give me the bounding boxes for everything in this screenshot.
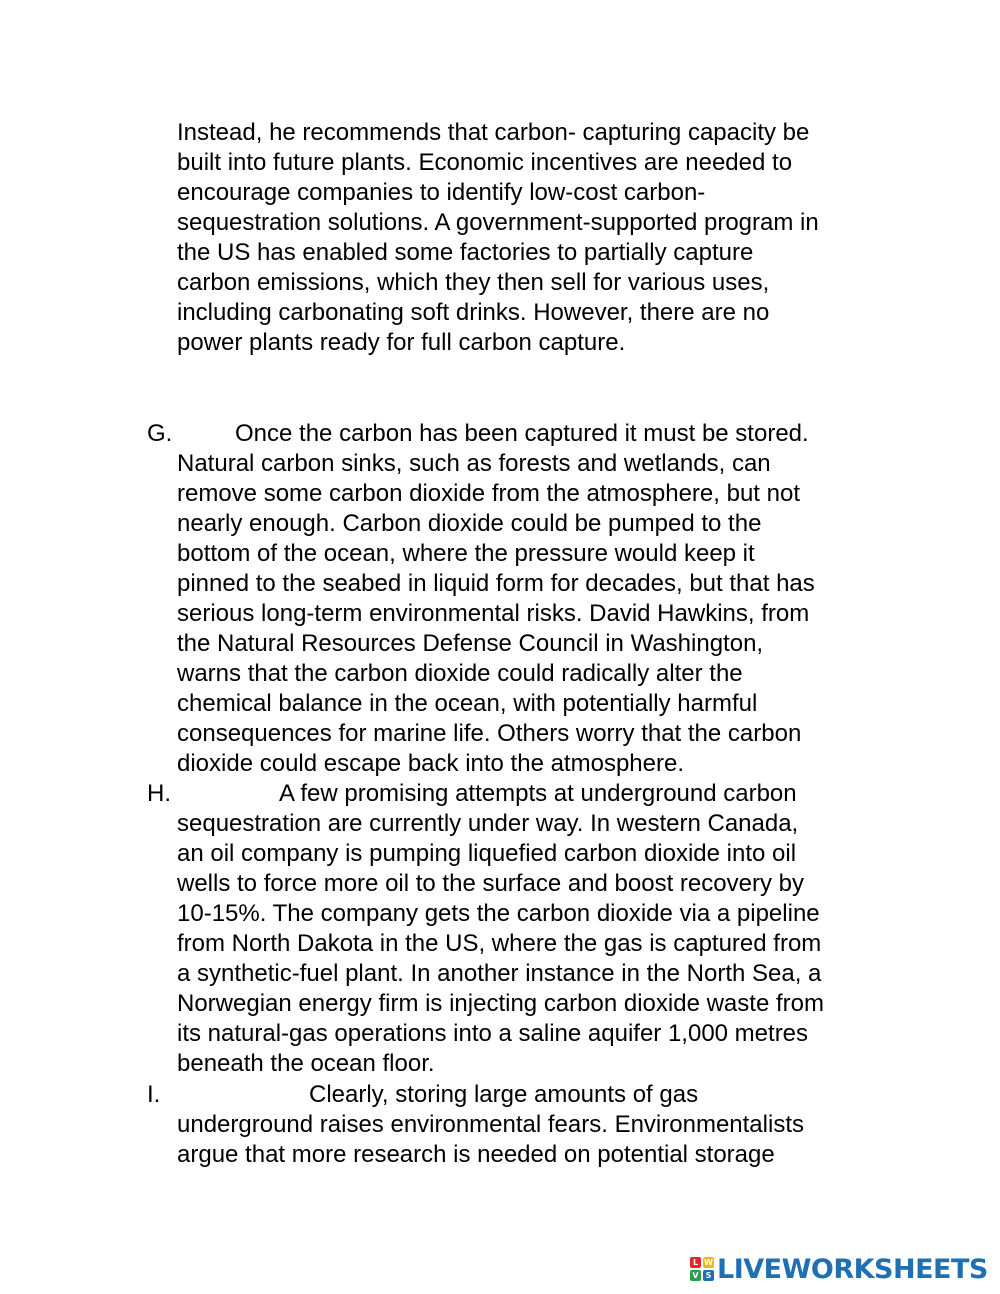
- logo-cell: V: [690, 1270, 701, 1281]
- text-line: pinned to the seabed in liquid form for decades, but that has: [177, 570, 815, 597]
- text-line: Instead, he recommends that carbon- capturing capacity be: [177, 119, 810, 146]
- text-line: warns that the carbon dioxide could radically alter the: [177, 660, 743, 687]
- logo-text: LIVEWORKSHEETS: [717, 1253, 988, 1285]
- paragraph-first-line: A few promising attempts at underground carbon: [279, 780, 797, 807]
- text-line: the Natural Resources Defense Council in Washington,: [177, 630, 764, 657]
- text-line: beneath the ocean floor.: [177, 1050, 435, 1077]
- text-line: encourage companies to identify low-cost carbon-: [177, 179, 706, 206]
- text-line: from North Dakota in the US, where the gas is captured from: [177, 930, 822, 957]
- text-line: Natural carbon sinks, such as forests and wetlands, can: [177, 450, 771, 477]
- logo-mark-icon: [690, 1257, 714, 1281]
- paragraph-first-line: Clearly, storing large amounts of gas: [309, 1081, 699, 1108]
- text-line: including carbonating soft drinks. However, there are no: [177, 299, 770, 326]
- paragraph-marker-h: H.: [147, 780, 171, 807]
- text-line: wells to force more oil to the surface and boost recovery by: [177, 870, 804, 897]
- text-line: its natural-gas operations into a saline aquifer 1,000 metres: [177, 1020, 809, 1047]
- text-line: chemical balance in the ocean, with potentially harmful: [177, 690, 758, 717]
- text-line: nearly enough. Carbon dioxide could be pumped to the: [177, 510, 762, 537]
- text-line: underground raises environmental fears. Environmentalists: [177, 1111, 804, 1138]
- text-line: carbon emissions, which they then sell for various uses,: [177, 269, 770, 296]
- text-line: bottom of the ocean, where the pressure would keep it: [177, 540, 755, 567]
- text-line: sequestration are currently under way. In western Canada,: [177, 810, 799, 837]
- liveworksheets-logo: [690, 1253, 988, 1285]
- text-line: 10-15%. The company gets the carbon dioxide via a pipeline: [177, 900, 820, 927]
- text-line: remove some carbon dioxide from the atmosphere, but not: [177, 480, 800, 507]
- paragraph-first-line: Once the carbon has been captured it must be stored.: [235, 420, 809, 447]
- text-line: argue that more research is needed on potential storage: [177, 1141, 775, 1168]
- logo-cell: W: [704, 1258, 713, 1267]
- text-line: consequences for marine life. Others worry that the carbon: [177, 720, 802, 747]
- text-line: power plants ready for full carbon capture.: [177, 329, 626, 356]
- paragraph-marker-i: I.: [147, 1081, 161, 1108]
- paragraph-marker-g: G.: [147, 420, 173, 447]
- text-line: an oil company is pumping liquefied carbon dioxide into oil: [177, 840, 797, 867]
- logo-cell: L: [690, 1257, 701, 1268]
- text-line: Norwegian energy firm is injecting carbon dioxide waste from: [177, 990, 824, 1017]
- text-line: serious long-term environmental risks. David Hawkins, from: [177, 600, 810, 627]
- text-line: a synthetic-fuel plant. In another instance in the North Sea, a: [177, 960, 822, 987]
- text-line: sequestration solutions. A government-supported program in: [177, 209, 819, 236]
- logo-cell: S: [703, 1270, 714, 1281]
- text-line: built into future plants. Economic incentives are needed to: [177, 149, 793, 176]
- text-line: the US has enabled some factories to partially capture: [177, 239, 754, 266]
- text-line: dioxide could escape back into the atmosphere.: [177, 750, 684, 777]
